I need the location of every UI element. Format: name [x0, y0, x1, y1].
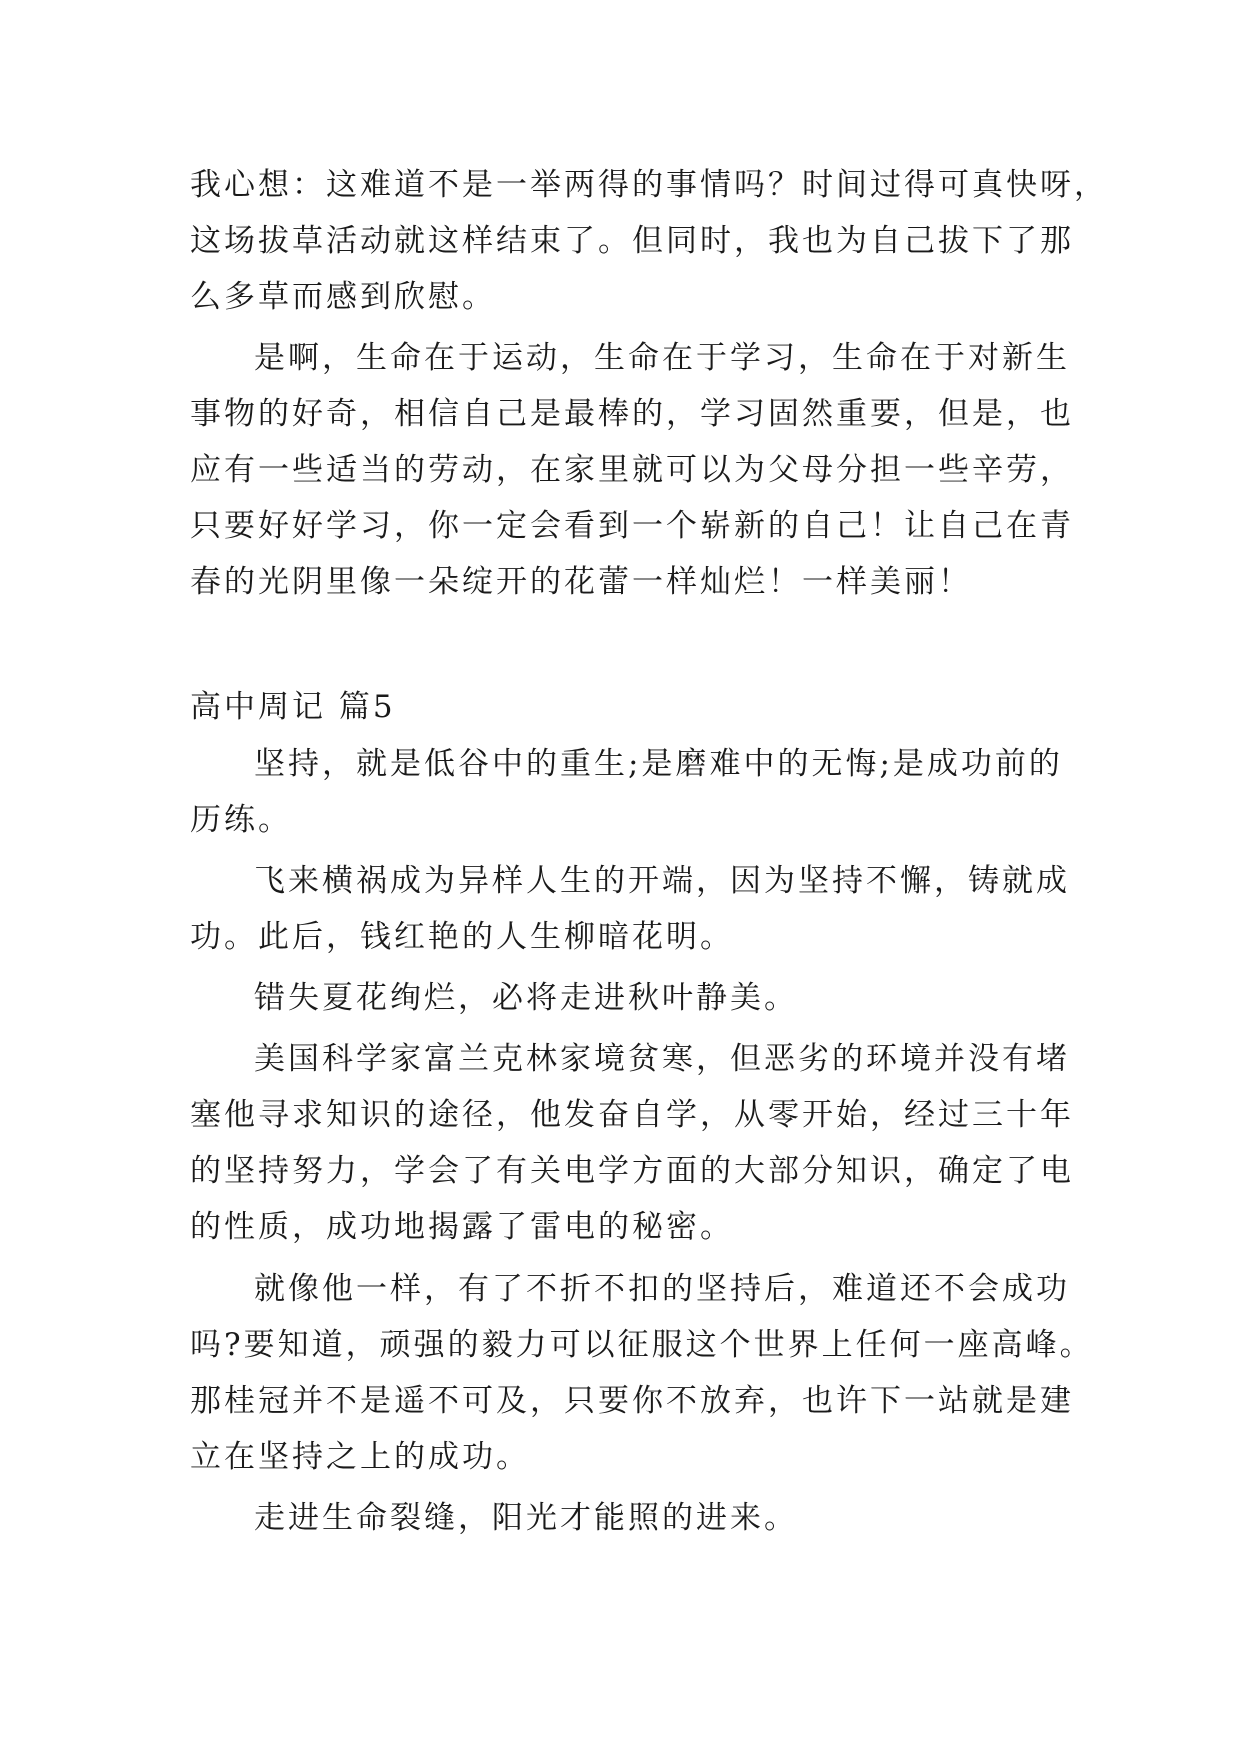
- paragraph-3-line-2: 历练。: [190, 802, 292, 838]
- section-heading: 高中周记 篇5: [190, 689, 396, 725]
- paragraph-7-line-4: 立在坚持之上的成功。: [190, 1439, 530, 1475]
- paragraph-6-line-4: 的性质，成功地揭露了雷电的秘密。: [190, 1209, 734, 1245]
- paragraph-2-line-2: 事物的好奇，相信自己是最棒的，学习固然重要，但是，也: [190, 396, 1074, 432]
- paragraph-6-line-1: 美国科学家富兰克林家境贫寒，但恶劣的环境并没有堵: [254, 1041, 1070, 1077]
- paragraph-7-line-3: 那桂冠并不是遥不可及，只要你不放弃，也许下一站就是建: [190, 1383, 1074, 1419]
- paragraph-1-line-2: 这场拔草活动就这样结束了。但同时，我也为自己拔下了那: [190, 223, 1074, 259]
- paragraph-5-line-1: 错失夏花绚烂，必将走进秋叶静美。: [254, 980, 798, 1016]
- paragraph-7-line-1: 就像他一样，有了不折不扣的坚持后，难道还不会成功: [254, 1271, 1070, 1307]
- paragraph-6-line-3: 的坚持努力，学会了有关电学方面的大部分知识，确定了电: [190, 1153, 1074, 1189]
- paragraph-1-line-1: 我心想：这难道不是一举两得的事情吗？时间过得可真快呀，: [190, 167, 1108, 203]
- paragraph-3-line-1: 坚持，就是低谷中的重生;是磨难中的无悔;是成功前的: [254, 746, 1063, 782]
- paragraph-1-line-3: 么多草而感到欣慰。: [190, 279, 496, 315]
- paragraph-2-line-5: 春的光阴里像一朵绽开的花蕾一样灿烂！一样美丽！: [190, 564, 972, 600]
- paragraph-6-line-2: 塞他寻求知识的途径，他发奋自学，从零开始，经过三十年: [190, 1097, 1074, 1133]
- paragraph-2-line-3: 应有一些适当的劳动，在家里就可以为父母分担一些辛劳，: [190, 452, 1074, 488]
- paragraph-4-line-2: 功。此后，钱红艳的人生柳暗花明。: [190, 919, 734, 955]
- paragraph-8-line-1: 走进生命裂缝，阳光才能照的进来。: [254, 1500, 798, 1536]
- paragraph-2-line-4: 只要好好学习，你一定会看到一个崭新的自己！让自己在青: [190, 508, 1074, 544]
- paragraph-2-line-1: 是啊，生命在于运动，生命在于学习，生命在于对新生: [254, 340, 1070, 376]
- paragraph-4-line-1: 飞来横祸成为异样人生的开端，因为坚持不懈，铸就成: [254, 863, 1070, 899]
- paragraph-7-line-2: 吗?要知道，顽强的毅力可以征服这个世界上任何一座高峰。: [190, 1327, 1094, 1363]
